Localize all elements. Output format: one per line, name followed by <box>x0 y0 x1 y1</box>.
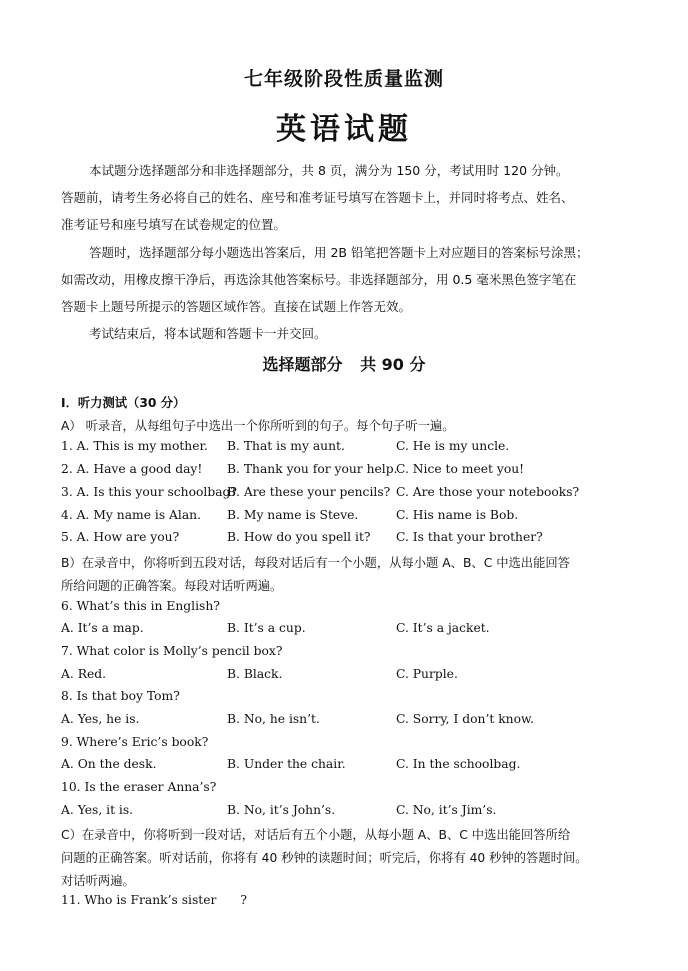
question-text: 11. Who is Frank’s sister <box>61 893 217 907</box>
partC-instruction-2: 问题的正确答案。听对话前，你将有 40 秒钟的读题时间；听完后，你将有 40 秒钟的答题时间。 <box>61 851 588 865</box>
option-b: B. Are these your pencils? <box>227 485 391 499</box>
option-a: A. On the desk. <box>61 757 157 771</box>
section-score: 共 90 分 <box>360 355 426 374</box>
option-c: C. No, it’s Jim’s. <box>396 803 497 817</box>
option-a: 4. A. My name is Alan. <box>61 508 202 522</box>
option-a: 1. A. This is my mother. <box>61 439 208 453</box>
part1-heading: I．听力测试（30 分） <box>61 396 186 410</box>
instruction-line-3: 准考证号和座号填写在试卷规定的位置。 <box>61 217 287 232</box>
instruction-line-2: 答题前，请考生务必将自己的姓名、座号和准考证号填写在答题卡上，并同时将考点、姓名、 <box>61 190 574 205</box>
option-c: C. In the schoolbag. <box>396 757 521 771</box>
question-text: 10. Is the eraser Anna’s? <box>61 780 217 794</box>
section-title: 选择题部分 <box>262 355 343 374</box>
option-b: B. It’s a cup. <box>227 621 306 635</box>
option-a: A. It’s a map. <box>61 621 144 635</box>
option-b: B. No, he isn’t. <box>227 712 320 726</box>
partB-instruction-1: B）在录音中，你将听到五段对话，每段对话后有一个小题，从每小题 A、B、C 中选出能回答 <box>61 556 570 570</box>
question-text: 7. What color is Molly’s pencil box? <box>61 644 283 658</box>
instruction-line-1: 本试题分选择题部分和非选择题部分，共 8 页，满分为 150 分，考试用时 120 分钟。 <box>89 163 569 178</box>
question-text: 9. Where’s Eric’s book? <box>61 735 209 749</box>
option-a: 2. A. Have a good day! <box>61 462 203 476</box>
option-c: C. Are those your notebooks? <box>396 485 580 499</box>
instruction-line-6: 答题卡上题号所提示的答题区域作答。直接在试题上作答无效。 <box>61 299 412 314</box>
option-c: C. He is my uncle. <box>396 439 510 453</box>
option-c: C. Sorry, I don’t know. <box>396 712 534 726</box>
option-c: C. Is that your brother? <box>396 530 543 544</box>
question-11 <box>61 893 247 907</box>
option-c: C. Nice to meet you! <box>396 462 525 476</box>
option-a: A. Yes, it is. <box>61 803 134 817</box>
partA-instruction: A） 听录音，从每组句子中选出一个你所听到的句子。每个句子听一遍。 <box>61 419 455 433</box>
instruction-line-7: 考试结束后，将本试题和答题卡一并交回。 <box>89 326 327 341</box>
exam-subject: 英语试题 <box>276 112 412 147</box>
option-b: B. That is my aunt. <box>227 439 345 453</box>
partB-instruction-2: 所给问题的正确答案。每段对话听两遍。 <box>61 579 283 593</box>
option-a: 3. A. Is this your schoolbag? <box>61 485 238 499</box>
option-b: B. Black. <box>227 667 283 681</box>
instruction-line-5: 如需改动，用橡皮擦干净后，再选涂其他答案标号。非选择题部分，用 0.5 毫米黑色签字笔在 <box>61 272 577 287</box>
question-text: 6. What’s this in English? <box>61 599 220 613</box>
question-mark: ? <box>240 893 247 907</box>
partC-instruction-3: 对话听两遍。 <box>61 874 135 888</box>
option-b: B. No, it’s John’s. <box>227 803 336 817</box>
partC-instruction-1: C）在录音中，你将听到一段对话，对话后有五个小题，从每小题 A、B、C 中选出能回答所给 <box>61 828 571 842</box>
option-a: A. Yes, he is. <box>61 712 140 726</box>
option-c: C. Purple. <box>396 667 458 681</box>
option-b: B. Thank you for your help. <box>227 462 398 476</box>
option-c: C. It’s a jacket. <box>396 621 490 635</box>
exam-title: 七年级阶段性质量监测 <box>243 68 444 90</box>
option-c: C. His name is Bob. <box>396 508 519 522</box>
section-heading <box>0 352 688 375</box>
option-b: B. Under the chair. <box>227 757 346 771</box>
option-a: 5. A. How are you? <box>61 530 180 544</box>
question-text: 8. Is that boy Tom? <box>61 689 180 703</box>
option-a: A. Red. <box>61 667 107 681</box>
option-b: B. How do you spell it? <box>227 530 371 544</box>
option-b: B. My name is Steve. <box>227 508 359 522</box>
instruction-line-4: 答题时，选择题部分每小题选出答案后，用 2B 铅笔把答题卡上对应题目的答案标号涂黑； <box>89 245 589 260</box>
